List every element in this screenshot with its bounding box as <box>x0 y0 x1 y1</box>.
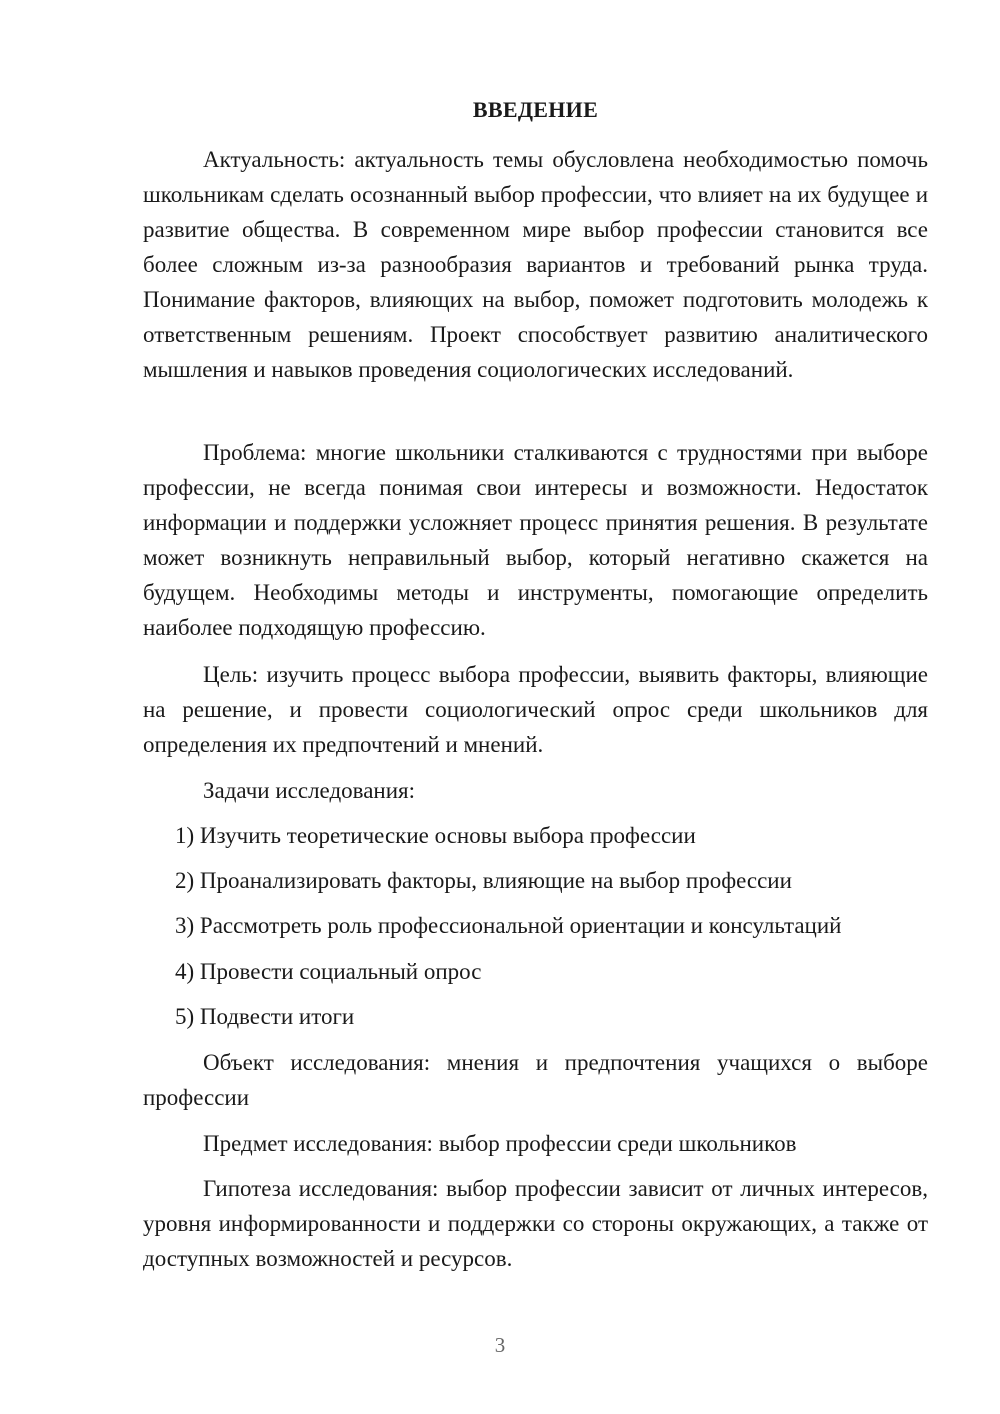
task-item: 5) Подвести итоги <box>175 1004 355 1029</box>
task-item: 1) Изучить теоретические основы выбора профессии <box>175 823 696 848</box>
task-item: 4) Провести социальный опрос <box>175 959 482 984</box>
paragraph-problem: Проблема: многие школьники сталкиваются с трудностями при выборе профессии, не всегда понимая свои интересы и возможности. Недостаток информации и поддержки усложняет процесс принятия решения. В результате может возникнуть неправильный выбор, который негативно скажется на будущем. Необходимы методы и инструменты, помогающие определить наиболее подходящую профессию. <box>143 440 928 640</box>
page-title: ВВЕДЕНИЕ <box>472 97 599 122</box>
paragraph-subject: Предмет исследования: выбор профессии среди школьников <box>203 1131 797 1156</box>
paragraph-goal: Цель: изучить процесс выбора профессии, выявить факторы, влияющие на решение, и провести социологический опрос среди школьников для определения их предпочтений и мнений. <box>143 662 928 757</box>
page-number: 3 <box>494 1333 506 1357</box>
tasks-intro: Задачи исследования: <box>203 778 416 803</box>
paragraph-relevance: Актуальность: актуальность темы обусловлена необходимостью помочь школьникам сделать осознанный выбор профессии, что влияет на их будущее и развитие общества. В современном мире выбор профессии становится все более сложным из-за разнообразия вариантов и требований рынка труда. Понимание факторов, влияющих на выбор, поможет подготовить молодежь к ответственным решениям. Проект способствует развитию аналитического мышления и навыков проведения социологических исследований. <box>143 147 928 382</box>
task-item: 2) Проанализировать факторы, влияющие на выбор профессии <box>175 868 792 893</box>
paragraph-object: Объект исследования: мнения и предпочтения учащихся о выборе профессии <box>143 1050 928 1110</box>
paragraph-hypothesis: Гипотеза исследования: выбор профессии зависит от личных интересов, уровня информированности и поддержки со стороны окружающих, а также от доступных возможностей и ресурсов. <box>143 1176 928 1271</box>
task-item: 3) Рассмотреть роль профессиональной ориентации и консультаций <box>175 913 842 938</box>
